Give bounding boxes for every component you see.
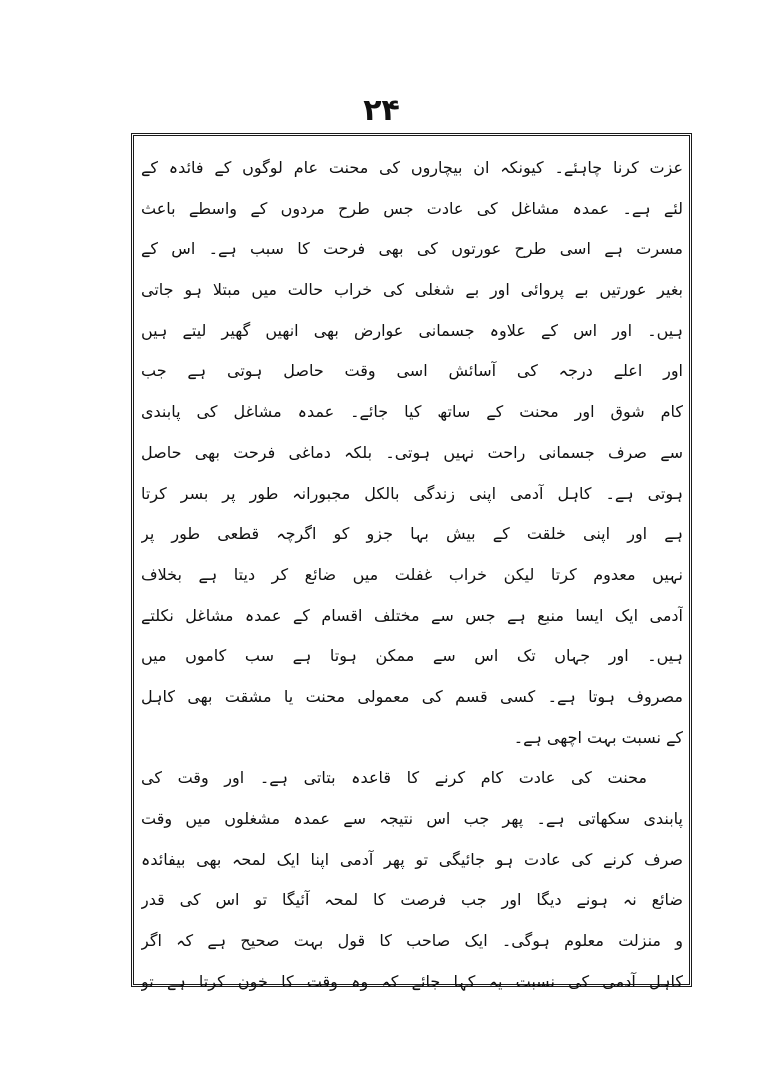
text-line: آدمی ایک ایسا منبع ہے جس سے مختلف اقسام کے عمدہ مشاغل نکلتے — [141, 605, 683, 625]
text-line: کاہل آدمی کی نسبت یہ کہا جائے کہ وہ وقت کا خون کرتا ہے تو — [141, 971, 683, 991]
text-line: نہیں معدوم کرتا لیکن خراب غفلت میں ضائع کر دیتا ہے بخلاف — [141, 564, 683, 584]
text-line: صرف کرنے کی عادت ہو جائیگی تو پھر آدمی اپنا ایک لمحہ بھی بیفائدہ — [141, 849, 683, 869]
text-line: سے صرف جسمانی راحت نہیں ہوتی۔ بلکہ دماغی فرحت بھی حاصل — [141, 442, 683, 462]
text-line: کام شوق اور محنت کے ساتھ کیا جائے۔ عمدہ مشاغل کی پابندی — [141, 402, 683, 422]
text-line: محنت کی عادت کام کرنے کا قاعدہ بتاتی ہے۔ اور وقت کی — [141, 768, 647, 788]
text-line: ہیں۔ اور جہاں تک اس سے ممکن ہوتا ہے سب کاموں میں — [141, 646, 683, 666]
text-line: کے نسبت بہت اچھی ہے۔ — [513, 727, 683, 747]
text-line: لئے ہے۔ عمدہ مشاغل کی عادت جس طرح مردوں کے واسطے باعث — [141, 198, 683, 218]
text-line: ہیں۔ اور اس کے علاوہ جسمانی عوارض بھی انھیں گھیر لیتے ہیں — [141, 320, 683, 340]
text-line: و منزلت معلوم ہوگی۔ ایک صاحب کا قول بہت صحیح ہے کہ اگر — [141, 931, 683, 951]
text-line: ہوتی ہے۔ کاہل آدمی اپنی زندگی بالکل مجبورانہ طور پر بسر کرتا — [141, 483, 683, 503]
text-line: اور اعلے درجہ کی آسائش اسی وقت حاصل ہوتی ہے جب — [141, 361, 683, 381]
text-line: مصروف ہوتا ہے۔ کسی قسم کی معمولی محنت یا مشقت بھی کاہل — [141, 686, 683, 706]
urdu-text-block — [141, 148, 683, 1002]
text-line: عزت کرنا چاہئے۔ کیونکہ ان بیچاروں کی محنت عام لوگوں کے فائدہ کے — [141, 158, 683, 177]
text-line: ہے اور اپنی خلقت کے بیش بہا جزو کو اگرچہ قطعی طور پر — [141, 524, 683, 544]
text-line: مسرت ہے اسی طرح عورتوں کی بھی فرحت کا سبب ہے۔ اس کے — [141, 239, 683, 259]
text-line: ضائع نہ ہونے دیگا اور جب فرصت کا لمحہ آئیگا تو اس کی قدر — [141, 890, 683, 910]
text-line: بغیر عورتیں بے پروائی اور بے شغلی کی خراب حالت میں مبتلا ہو جاتی — [141, 280, 683, 300]
page-number: ۲۴ — [363, 93, 400, 128]
text-line: پابندی سکھاتی ہے۔ پھر جب اس نتیجہ سے عمدہ مشغلوں میں وقت — [141, 809, 683, 828]
